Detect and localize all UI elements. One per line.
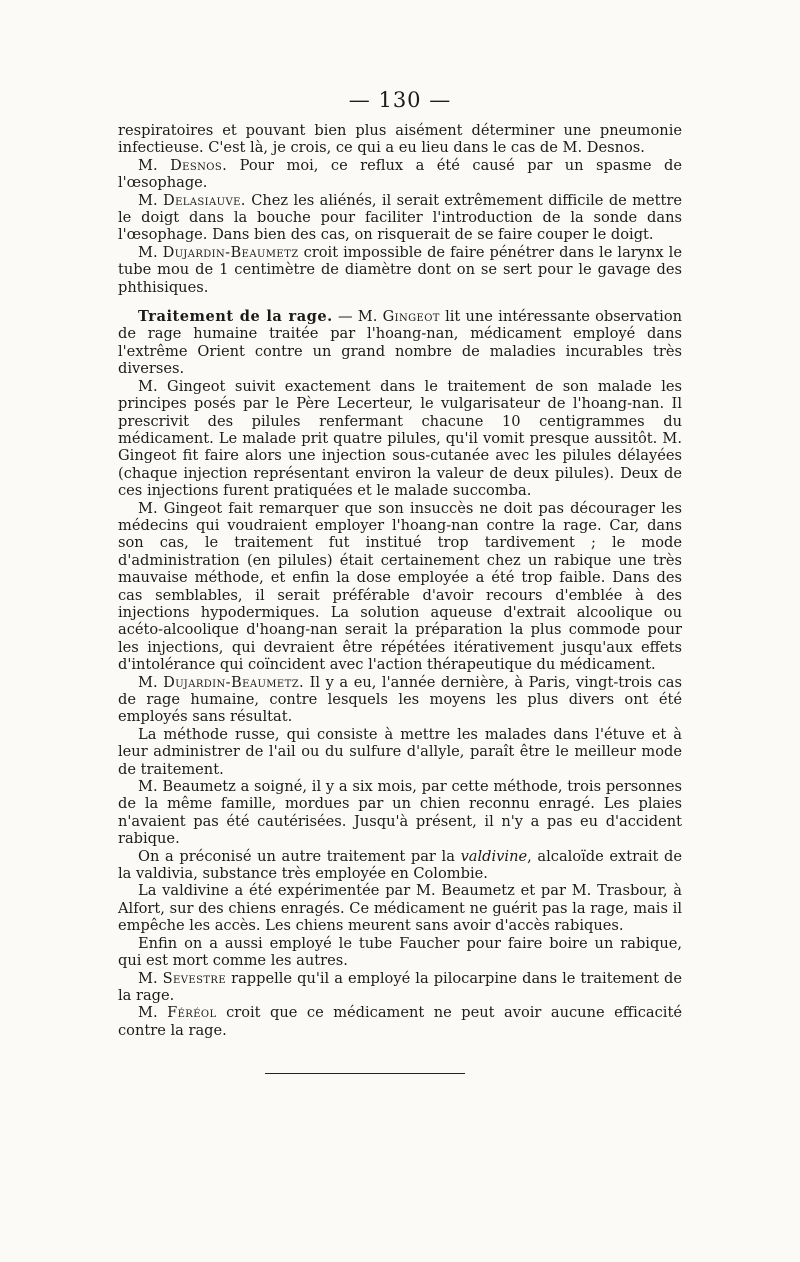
paragraph: [118, 378, 682, 500]
speaker-prefix: M.: [138, 1004, 168, 1022]
section-gap: [118, 296, 682, 308]
paragraph-text: croit impossible de faire pénétrer dans le larynx le tube mou de 1 centimètre de diamètre dont on se sert pour le gavage des phthisiques.: [118, 243, 682, 296]
paragraph-text: M. Gingeot suivit exactement dans le traitement de son malade les principes posés par le Père Lecerteur, le vulgarisateur de l'hoang-nan. Il prescrivit des pilules renfermant chacune 10 centigrammes du médicament. Le malade prit quatre pilules, qu'il vomit presque aussitôt. M. Gingeot fit faire alors une injection sous-cutanée avec les pilules délayées (chaque injection représentant environ la valeur de deux pilules). Deux de ces injections furent pratiquées et le malade succomba.: [118, 377, 682, 500]
paragraph: [118, 244, 682, 296]
speaker-prefix: M.: [138, 191, 163, 209]
paragraph: [118, 778, 682, 848]
speaker-name: Dujardin-Beaumetz: [162, 243, 299, 261]
paragraph: [118, 935, 682, 970]
paragraph: [118, 882, 682, 934]
speaker-prefix: M.: [138, 156, 171, 174]
speaker-name: Gingeot: [382, 308, 440, 326]
section-title: Traitement de la rage.: [138, 308, 333, 326]
paragraph-text: lit une intéressante observation de rage humaine traitée par l'hoang-nan, médicament employé dans l'extrême Orient contre un grand nombre de maladies incurables très diverses.: [118, 308, 683, 378]
speaker-prefix: M.: [138, 969, 163, 987]
closing-rule: [265, 1073, 465, 1074]
paragraph-text: Enfin on a aussi employé le tube Faucher pour faire boire un rabique, qui est mort comme les autres.: [118, 934, 682, 970]
paragraph-text: La valdivine a été expérimentée par M. Beaumetz et par M. Trasbour, à Alfort, sur des chiens enragés. Ce médicament ne guérit pas la rage, mais il empêche les accès. Les chiens meurent sans avoir d'accès rabiques.: [118, 882, 682, 935]
paragraph: [118, 500, 682, 674]
paragraph: [118, 674, 682, 726]
speaker-name: Dujardin-Beaumetz.: [163, 673, 305, 691]
paragraph: [118, 848, 682, 883]
paragraph-text: Il y a eu, l'année dernière, à Paris, vingt-trois cas de rage humaine, contre lesquels les moyens les plus divers ont été employés sans résultat.: [118, 673, 682, 726]
body-text: [118, 122, 682, 1039]
speaker-name: Féréol: [167, 1004, 217, 1022]
paragraph-text: croit que ce médicament ne peut avoir aucune efficacité contre la rage.: [118, 1004, 682, 1039]
paragraph-text: La méthode russe, qui consiste à mettre les malades dans l'étuve et à leur administrer de l'ail ou du sulfure d'allyle, paraît être le meilleur mode de traitement.: [118, 725, 682, 778]
paragraph-text: M. Gingeot fait remarquer que son insuccès ne doit pas décourager les médecins qui voudraient employer l'hoang-nan contre la rage. Car, dans son cas, le traitement fut institué trop tardivement ; le mode d'administration (en pilules) était certainement chez un rabique une très mauvaise méthode, et enfin la dose employée a été trop faible. Dans des cas semblables, il serait préférable d'avoir recours d'emblée à des injections hypodermiques. La solution aqueuse d'extrait alcoolique ou acéto-alcoolique d'hoang-nan serait la préparation la plus commode pour les injections, qui devraient être répétées itérativement jusqu'aux effets d'intolérance qui coïncident avec l'action thérapeutique du médicament.: [118, 499, 682, 674]
paragraph: [118, 157, 682, 192]
paragraph-text: M. Beaumetz a soigné, il y a six mois, par cette méthode, trois personnes de la même famille, mordues par un chien reconnu enragé. Les plaies n'avaient pas été cautérisées. Jusqu'à présent, il n'y a pas eu d'accident rabique.: [118, 778, 682, 848]
paragraph: [118, 122, 682, 157]
section-dash: — M.: [332, 308, 383, 326]
speaker-prefix: M.: [138, 243, 163, 261]
section-heading-paragraph: [118, 308, 682, 378]
speaker-name: Sevestre: [162, 969, 227, 987]
speaker-prefix: M.: [138, 673, 164, 691]
paragraph-text: On a préconisé un autre traitement par la: [138, 847, 461, 865]
speaker-name: Desnos.: [170, 156, 228, 174]
italic-term: valdivine: [460, 847, 528, 865]
paragraph-text: rappelle qu'il a employé la pilocarpine dans le traitement de la rage.: [118, 969, 682, 1004]
speaker-name: Delasiauve.: [162, 191, 246, 209]
paragraph: [118, 726, 682, 778]
paragraph: [118, 192, 682, 244]
paragraph: [118, 970, 682, 1005]
paragraph-text: Pour moi, ce reflux a été causé par un spasme de l'œsophage.: [118, 156, 682, 192]
paragraph: [118, 1004, 682, 1039]
paragraph-text: respiratoires et pouvant bien plus aisément déterminer une pneumonie infectieuse. C'est là, je crois, ce qui a eu lieu dans le cas de M. Desnos.: [118, 122, 682, 157]
paragraph-text: , alcaloïde extrait de la valdivia, substance très employée en Colombie.: [118, 847, 682, 883]
page-number: — 130 —: [348, 88, 452, 112]
paragraph-text: Chez les aliénés, il serait extrêmement difficile de mettre le doigt dans la bouche pour faciliter l'introduction de la sonde dans l'œsophage. Dans bien des cas, on risquerait de se faire couper le doigt.: [118, 191, 682, 244]
